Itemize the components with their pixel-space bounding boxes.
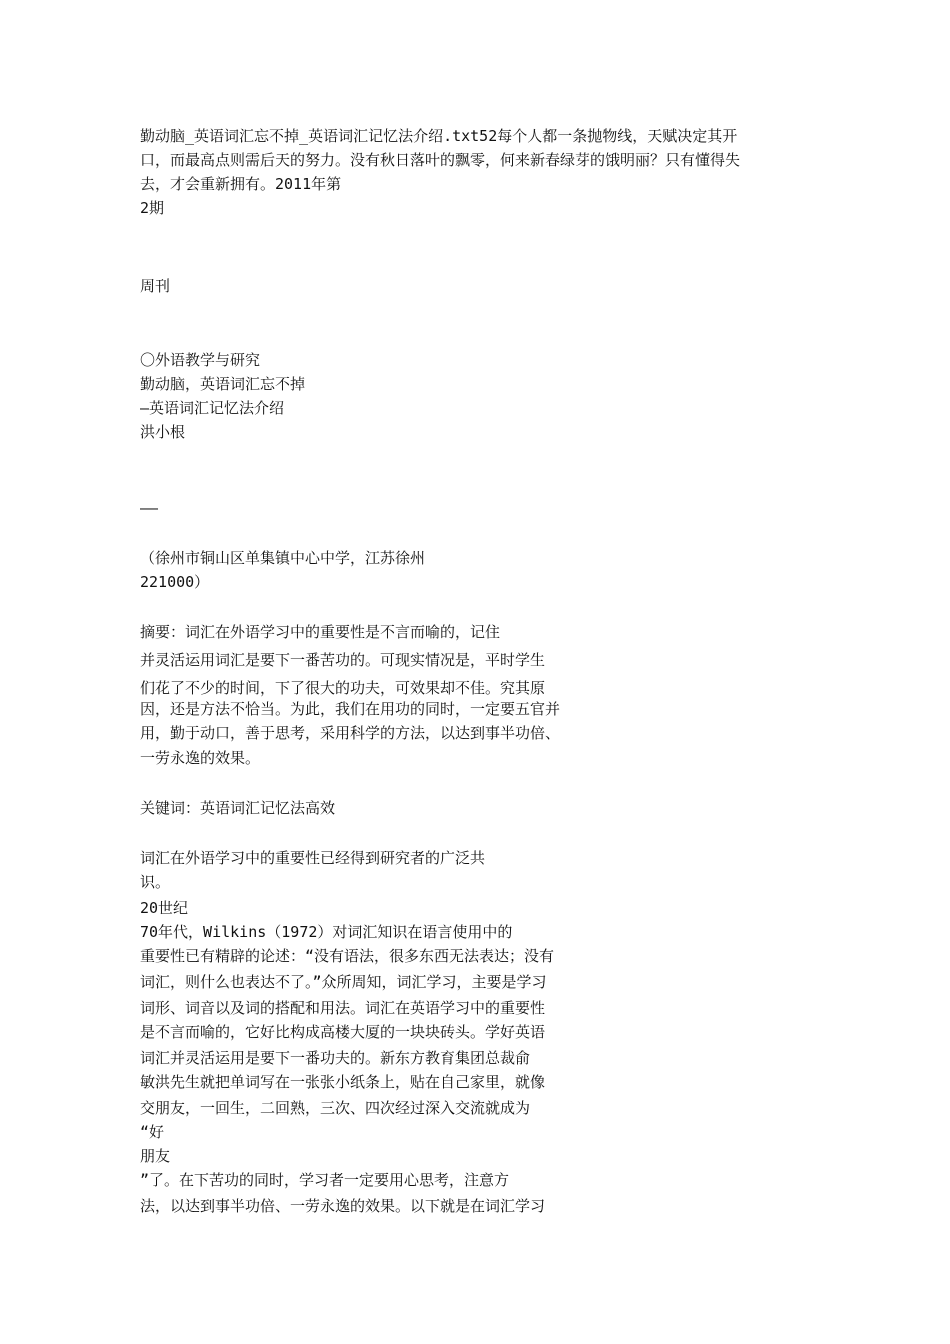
author-name: 洪小根 — [140, 423, 186, 441]
journal-label: 周刊 — [140, 277, 171, 295]
body-line: 词汇在外语学习中的重要性已经得到研究者的广泛共 — [140, 849, 486, 867]
body-line: 敏洪先生就把单词写在一张张小纸条上，贴在自己家里，就像 — [140, 1073, 546, 1091]
body-line: 朋友 — [140, 1147, 171, 1165]
intro-line-1: 勤动脑_英语词汇忘不掉_英语词汇记忆法介绍.txt52每个人都一条抛物线，天赋决定其开 — [140, 127, 738, 145]
article-subtitle: —英语词汇记忆法介绍 — [140, 399, 285, 417]
body-line: 70年代，Wilkins（1972）对词汇知识在语言使用中的 — [140, 923, 513, 941]
body-line: “好 — [140, 1123, 165, 1141]
abstract-line: 们花了不少的时间，下了很大的功夫，可效果却不佳。究其原 — [140, 679, 546, 697]
body-line: 20世纪 — [140, 899, 189, 917]
body-line: 词汇并灵活运用是要下一番功夫的。新东方教育集团总裁俞 — [140, 1049, 531, 1067]
affiliation-line-1: （徐州市铜山区单集镇中心中学，江苏徐州 — [140, 549, 426, 567]
body-line: ”了。在下苦功的同时，学习者一定要用心思考，注意方 — [140, 1171, 510, 1189]
body-line: 识。 — [140, 873, 171, 891]
affiliation-line-2: 221000） — [140, 573, 210, 591]
body-line: 法，以达到事半功倍、一劳永逸的效果。以下就是在词汇学习 — [140, 1197, 546, 1215]
abstract-line: 并灵活运用词汇是要下一番苦功的。可现实情况是，平时学生 — [140, 651, 546, 669]
separator: —— — [140, 499, 159, 517]
intro-line-3: 去，才会重新拥有。2011年第 — [140, 175, 342, 193]
abstract-line: 摘要：词汇在外语学习中的重要性是不言而喻的，记住 — [140, 623, 501, 641]
abstract-line: 用，勤于动口，善于思考，采用科学的方法，以达到事半功倍、 — [140, 724, 561, 742]
body-line: 交朋友，一回生，二回熟，三次、四次经过深入交流就成为 — [140, 1099, 531, 1117]
section-heading: 〇外语教学与研究 — [140, 351, 261, 369]
body-line: 重要性已有精辟的论述：“没有语法，很多东西无法表达；没有 — [140, 947, 555, 965]
body-line: 是不言而喻的，它好比构成高楼大厦的一块块砖头。学好英语 — [140, 1023, 546, 1041]
article-title: 勤动脑，英语词汇忘不掉 — [140, 375, 306, 393]
intro-line-4: 2期 — [140, 199, 165, 217]
body-line: 词形、词音以及词的搭配和用法。词汇在英语学习中的重要性 — [140, 999, 546, 1017]
abstract-line: 因，还是方法不恰当。为此，我们在用功的同时，一定要五官并 — [140, 700, 561, 718]
keywords: 关键词：英语词汇记忆法高效 — [140, 799, 336, 817]
body-line: 词汇，则什么也表达不了。”众所周知，词汇学习，主要是学习 — [140, 973, 547, 991]
abstract-line: 一劳永逸的效果。 — [140, 749, 261, 767]
intro-line-2: 口，而最高点则需后天的努力。没有秋日落叶的飘零，何来新春绿芽的饿明丽？只有懂得失 — [140, 151, 741, 169]
